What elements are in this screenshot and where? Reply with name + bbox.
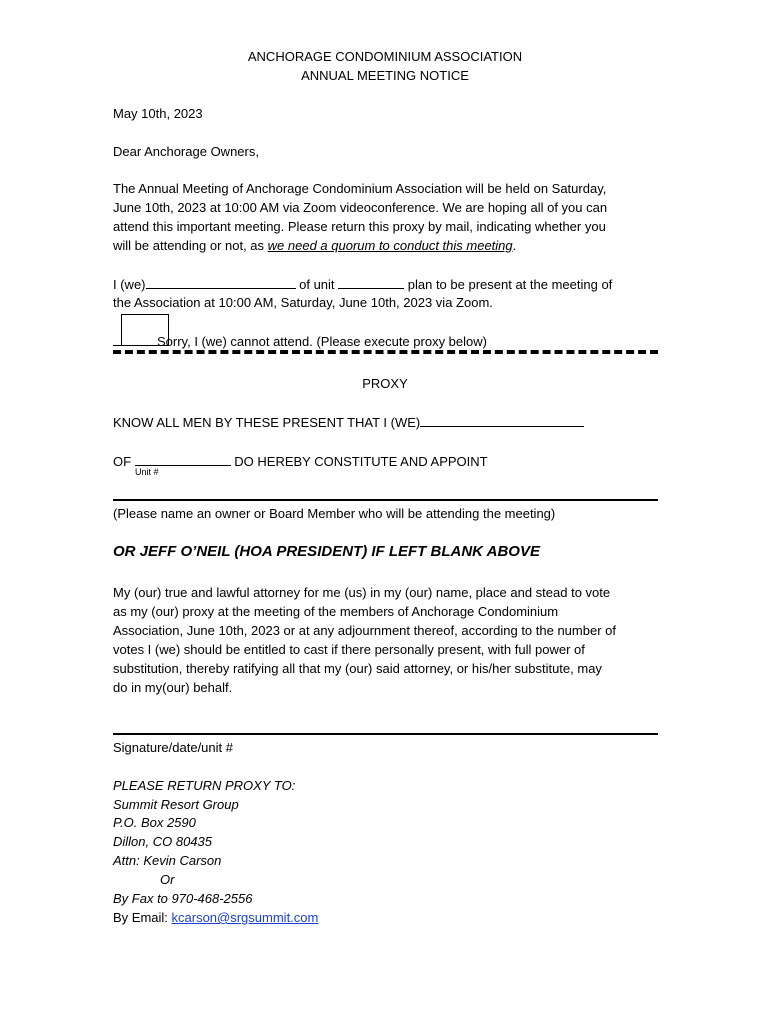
paragraph-text: will be attending or not, as xyxy=(113,238,268,253)
letter-date: May 10th, 2023 xyxy=(113,106,203,121)
paragraph-line: attend this important meeting. Please return this proxy by mail, indicating whether you xyxy=(113,219,606,234)
return-city: Dillon, CO 80435 xyxy=(113,834,212,849)
attendance-line xyxy=(113,274,612,294)
proxy-name-field[interactable] xyxy=(113,499,658,501)
grantor-name-blank[interactable] xyxy=(420,412,584,427)
email-link[interactable]: kcarson@srgsummit.com xyxy=(171,910,319,925)
of-label: OF xyxy=(113,454,135,469)
paragraph-line: substitution, thereby ratifying all that my (our) said attorney, or his/her substitute, may xyxy=(113,661,602,676)
return-company: Summit Resort Group xyxy=(113,797,239,812)
constitute-line xyxy=(113,451,488,471)
quorum-emphasis: we need a quorum to conduct this meeting xyxy=(267,238,513,253)
paragraph-line: June 10th, 2023 at 10:00 AM via Zoom videoconference. We are hoping all of you can xyxy=(113,200,608,215)
proxy-title: PROXY xyxy=(362,376,408,391)
association-title: ANCHORAGE CONDOMINIUM ASSOCIATION xyxy=(247,49,523,64)
return-or: Or xyxy=(160,872,175,887)
default-proxy-heading: OR JEFF O’NEIL (HOA PRESIDENT) IF LEFT BLANK ABOVE xyxy=(113,543,540,560)
constitute-label: DO HEREBY CONSTITUTE AND APPOINT xyxy=(230,454,488,469)
owner-name-blank[interactable] xyxy=(146,274,296,289)
unit-hash-label: Unit # xyxy=(135,467,159,477)
paragraph-line: Association, June 10th, 2023 or at any adjournment thereof, according to the number of xyxy=(113,623,616,638)
know-all-label: KNOW ALL MEN BY THESE PRESENT THAT I (WE) xyxy=(113,415,421,430)
unit-number-blank[interactable] xyxy=(338,274,404,289)
salutation: Dear Anchorage Owners, xyxy=(113,144,259,159)
attendance-line-2: the Association at 10:00 AM, Saturday, June 10th, 2023 via Zoom. xyxy=(113,295,493,310)
paragraph-line: as my (our) proxy at the meeting of the members of Anchorage Condominium xyxy=(113,604,559,619)
name-instruction: (Please name an owner or Board Member who will be attending the meeting) xyxy=(113,506,556,521)
return-email-line xyxy=(113,908,318,927)
know-all-line xyxy=(113,412,584,432)
paragraph-line: do in my(our) behalf. xyxy=(113,680,233,695)
cannot-attend-line xyxy=(113,331,487,351)
email-label: By Email: xyxy=(113,910,172,925)
plan-label: plan to be present at the meeting of xyxy=(404,277,613,292)
cannot-attend-label: Sorry, I (we) cannot attend. (Please execute proxy below) xyxy=(157,334,487,349)
signature-field[interactable] xyxy=(113,733,658,735)
i-we-label: I (we) xyxy=(113,277,146,292)
cut-line-divider xyxy=(113,350,658,354)
of-unit-label: of unit xyxy=(295,277,339,292)
return-attn: Attn: Kevin Carson xyxy=(113,853,222,868)
paragraph-line: votes I (we) should be entitled to cast if there personally present, with full power of xyxy=(113,642,585,657)
signature-label: Signature/date/unit # xyxy=(113,740,233,755)
proxy-unit-blank[interactable] xyxy=(135,451,231,466)
notice-title: ANNUAL MEETING NOTICE xyxy=(301,68,469,83)
paragraph-line: My (our) true and lawful attorney for me (us) in my (our) name, place and stead to vote xyxy=(113,585,611,600)
period: . xyxy=(512,238,517,253)
paragraph-line: The Annual Meeting of Anchorage Condominium Association will be held on Saturday, xyxy=(113,181,607,196)
return-po-box: P.O. Box 2590 xyxy=(113,815,196,830)
return-title: PLEASE RETURN PROXY TO: xyxy=(113,778,296,793)
paragraph-line xyxy=(113,236,516,255)
return-fax: By Fax to 970-468-2556 xyxy=(113,891,253,906)
checkbox-underline xyxy=(113,331,157,346)
